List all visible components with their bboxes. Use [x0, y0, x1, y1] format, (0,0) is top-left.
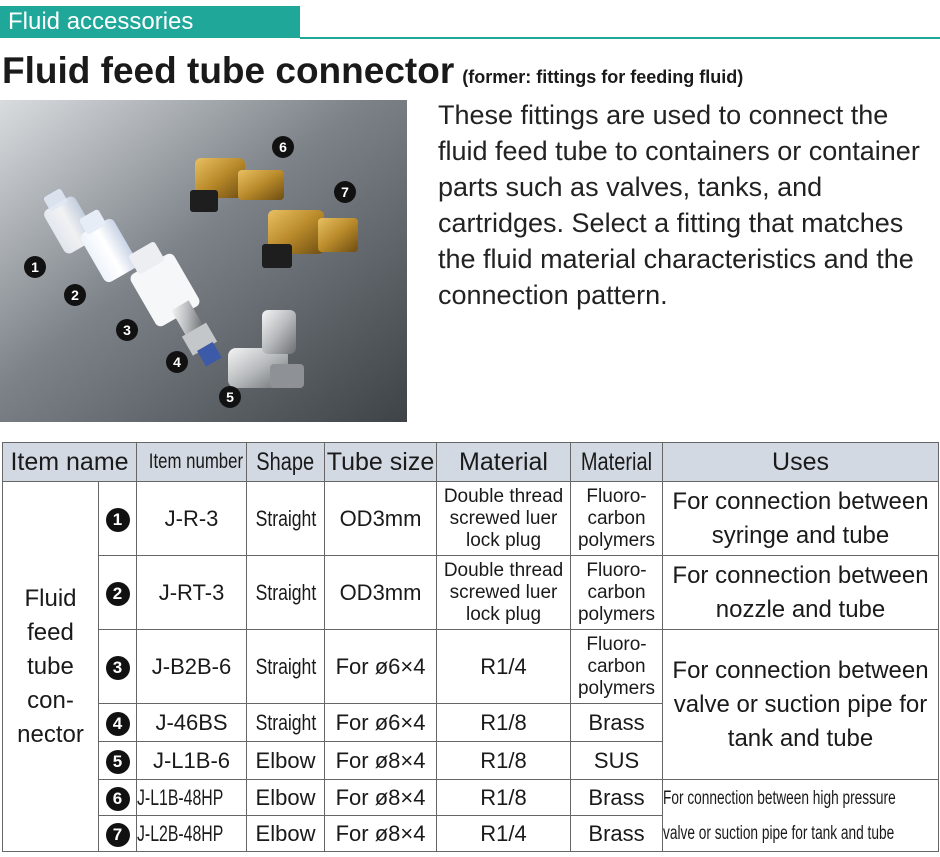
shape: Straight	[247, 556, 325, 630]
item-number: J-L2B-48HP	[137, 816, 247, 852]
header-item-number: Item number	[137, 443, 247, 482]
group-name-line: Fluid	[24, 584, 77, 612]
header-tube-size: Tube size	[325, 443, 437, 482]
row-number: 4	[99, 704, 137, 742]
material-connection: Double thread screwed luer lock plug	[437, 556, 571, 630]
tube-size: For ø8×4	[325, 742, 437, 780]
shape: Elbow	[247, 742, 325, 780]
table-row	[3, 630, 939, 704]
item-number: J-B2B-6	[137, 630, 247, 704]
row-number: 2	[99, 556, 137, 630]
header-item-name: Item name	[3, 443, 137, 482]
row-number: 7	[99, 816, 137, 852]
section-label: Fluid accessories	[8, 8, 194, 35]
header-material-connection: Material	[437, 443, 571, 482]
photo-label-5: 5	[226, 389, 234, 405]
tube-size: OD3mm	[325, 482, 437, 556]
material-connection: Double thread screwed luer lock plug	[437, 482, 571, 556]
header-material-fitting: Material	[571, 443, 663, 482]
page-title: Fluid feed tube connector	[2, 50, 455, 91]
material-fitting: Brass	[571, 816, 663, 852]
row-number: 5	[99, 742, 137, 780]
material-fitting: Fluoro- carbon polymers	[571, 482, 663, 556]
material-fitting: Fluoro- carbon polymers	[571, 630, 663, 704]
section-divider	[300, 37, 940, 39]
section-tab	[0, 6, 300, 38]
uses: For connection between syringe and tube	[663, 482, 939, 556]
uses: For connection between valve or suction pipe for tank and tube	[663, 630, 939, 780]
row-number: 3	[99, 630, 137, 704]
row-number: 6	[99, 780, 137, 816]
tube-size: For ø6×4	[325, 630, 437, 704]
tube-size: For ø6×4	[325, 704, 437, 742]
material-connection: R1/8	[437, 704, 571, 742]
photo-label-1: 1	[31, 259, 39, 275]
photo-label-3: 3	[123, 322, 131, 338]
item-number: J-RT-3	[137, 556, 247, 630]
item-number: J-46BS	[137, 704, 247, 742]
shape: Straight	[247, 630, 325, 704]
uses: For connection between nozzle and tube	[663, 556, 939, 630]
group-name-cell	[3, 482, 99, 852]
table-row	[3, 556, 939, 630]
tube-size: For ø8×4	[325, 816, 437, 852]
table-row	[3, 482, 939, 556]
material-connection: R1/8	[437, 780, 571, 816]
photo-label-4: 4	[173, 354, 181, 370]
tube-size: For ø8×4	[325, 780, 437, 816]
tube-size: OD3mm	[325, 556, 437, 630]
shape: Straight	[247, 704, 325, 742]
group-name-line: nector	[17, 720, 84, 748]
material-connection: R1/4	[437, 816, 571, 852]
material-connection: R1/8	[437, 742, 571, 780]
description: These fittings are used to connect the fluid feed tube to containers or container parts such as valves, tanks, and cartridges. Select a fitting that matches the fluid material characteristics and the connection pattern.	[438, 100, 920, 310]
group-name-line: tube	[27, 652, 74, 680]
material-fitting: Brass	[571, 704, 663, 742]
table-row	[3, 780, 939, 816]
page-subtitle: (former: fittings for feeding fluid)	[462, 67, 744, 87]
material-connection: R1/4	[437, 630, 571, 704]
material-fitting: Brass	[571, 780, 663, 816]
material-fitting: SUS	[571, 742, 663, 780]
shape: Elbow	[247, 780, 325, 816]
table-header-row	[3, 443, 939, 482]
shape: Elbow	[247, 816, 325, 852]
item-number: J-R-3	[137, 482, 247, 556]
shape: Straight	[247, 482, 325, 556]
product-photo	[0, 100, 407, 422]
photo-label-2: 2	[71, 287, 79, 303]
photo-label-6: 6	[279, 139, 287, 155]
item-number: J-L1B-6	[137, 742, 247, 780]
spec-table	[2, 442, 939, 852]
page-title-block	[2, 50, 743, 92]
group-name-line: feed	[27, 618, 74, 646]
photo-label-7: 7	[341, 184, 349, 200]
uses: For connection between high pressure valve or suction pipe for tank and tube	[663, 780, 939, 852]
header-uses: Uses	[663, 443, 939, 482]
row-number: 1	[99, 482, 137, 556]
material-fitting: Fluoro- carbon polymers	[571, 556, 663, 630]
item-number: J-L1B-48HP	[137, 780, 247, 816]
group-name-line: con-	[27, 686, 74, 714]
header-shape: Shape	[247, 443, 325, 482]
